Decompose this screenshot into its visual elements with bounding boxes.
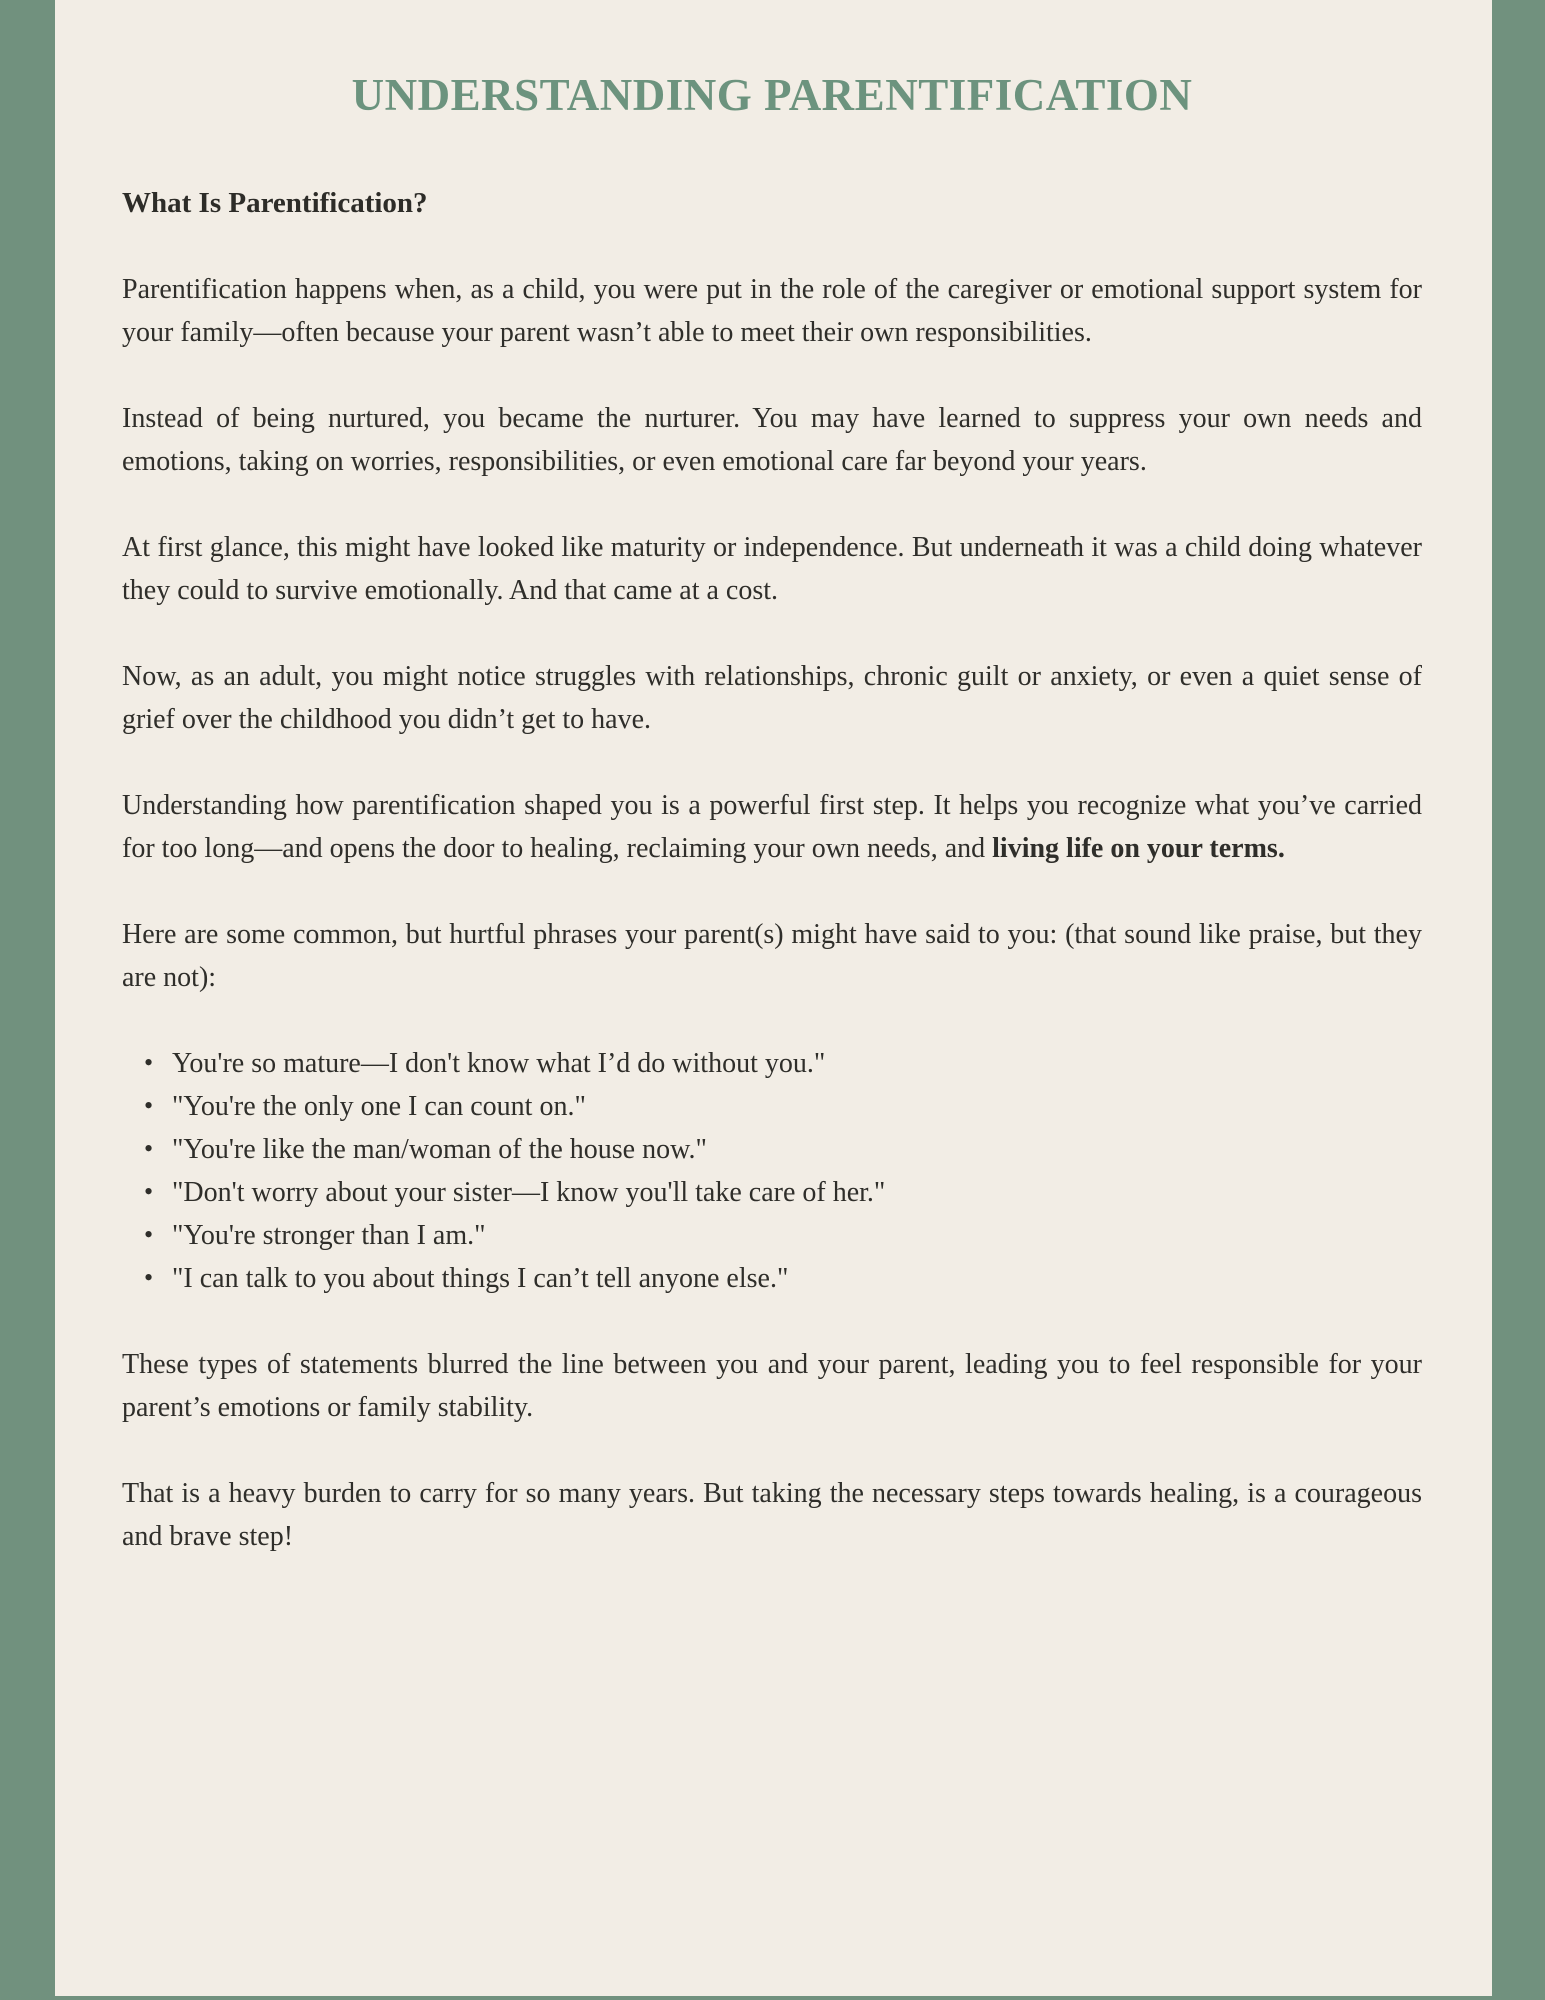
emphasis-text: living life on your terms.	[992, 833, 1285, 864]
page-title: UNDERSTANDING PARENTIFICATION	[351, 70, 1193, 120]
bullet-icon: •	[144, 1134, 154, 1163]
list-item-text: "I can talk to you about things I can’t tell anyone else."	[172, 1263, 789, 1294]
bottom-border	[0, 1996, 1545, 2000]
left-border	[0, 0, 55, 2000]
list-item-text: "Don't worry about your sister—I know you'll take care of her."	[172, 1177, 886, 1208]
bullet-icon: •	[144, 1091, 154, 1120]
list-item-text: You're so mature—I don't know what I’d do without you."	[172, 1048, 826, 1079]
list-item-text: "You're like the man/woman of the house now."	[172, 1134, 707, 1165]
paragraph-phrases-intro: Here are some common, but hurtful phrases your parent(s) might have said to you: (that sound like praise, but they are not):	[122, 919, 1422, 993]
list-item-text: "You're stronger than I am."	[172, 1220, 486, 1251]
paragraph-blurred-line: These types of statements blurred the line between you and your parent, leading you to feel responsible for your parent’s emotions or family stability.	[122, 1349, 1422, 1423]
paragraph-nurturer: Instead of being nurtured, you became the nurturer. You may have learned to suppress your own needs and emotions, taking on worries, responsibilities, or even emotional care far beyond your years.	[122, 403, 1422, 477]
paragraph-definition: Parentification happens when, as a child, you were put in the role of the caregiver or emotional support system for your family—often because your parent wasn’t able to meet their own responsibilities.	[122, 274, 1422, 348]
list-item-text: "You're the only one I can count on."	[172, 1091, 586, 1122]
section-heading: What Is Parentification?	[122, 187, 428, 219]
list-item	[122, 1042, 1422, 1085]
list-item	[122, 1171, 1422, 1214]
bullet-icon: •	[144, 1048, 154, 1077]
bullet-icon: •	[144, 1220, 154, 1249]
paragraph-first-glance: At first glance, this might have looked like maturity or independence. But underneath it was a child doing whatever they could to survive emotionally. And that came at a cost.	[122, 532, 1422, 606]
document-sheet	[55, 0, 1492, 1996]
paragraph-closing: That is a heavy burden to carry for so many years. But taking the necessary steps towards healing, is a courageous and brave step!	[122, 1478, 1422, 1552]
paragraph-now-adult: Now, as an adult, you might notice struggles with relationships, chronic guilt or anxiety, or even a quiet sense of grief over the childhood you didn’t get to have.	[122, 661, 1422, 735]
bullet-icon: •	[144, 1263, 154, 1292]
bullet-icon: •	[144, 1177, 154, 1206]
list-item	[122, 1128, 1422, 1171]
list-item	[122, 1214, 1422, 1257]
list-item	[122, 1257, 1422, 1300]
paragraph-text: Understanding how parentification shaped you is a powerful first step. It helps you recognize what you’ve carried for too long—and opens the door to healing, reclaiming your own needs, and	[122, 790, 1422, 864]
paragraph-understanding	[122, 784, 1422, 870]
hurtful-phrases-list	[122, 1042, 1422, 1300]
list-item	[122, 1085, 1422, 1128]
right-border	[1492, 0, 1545, 2000]
